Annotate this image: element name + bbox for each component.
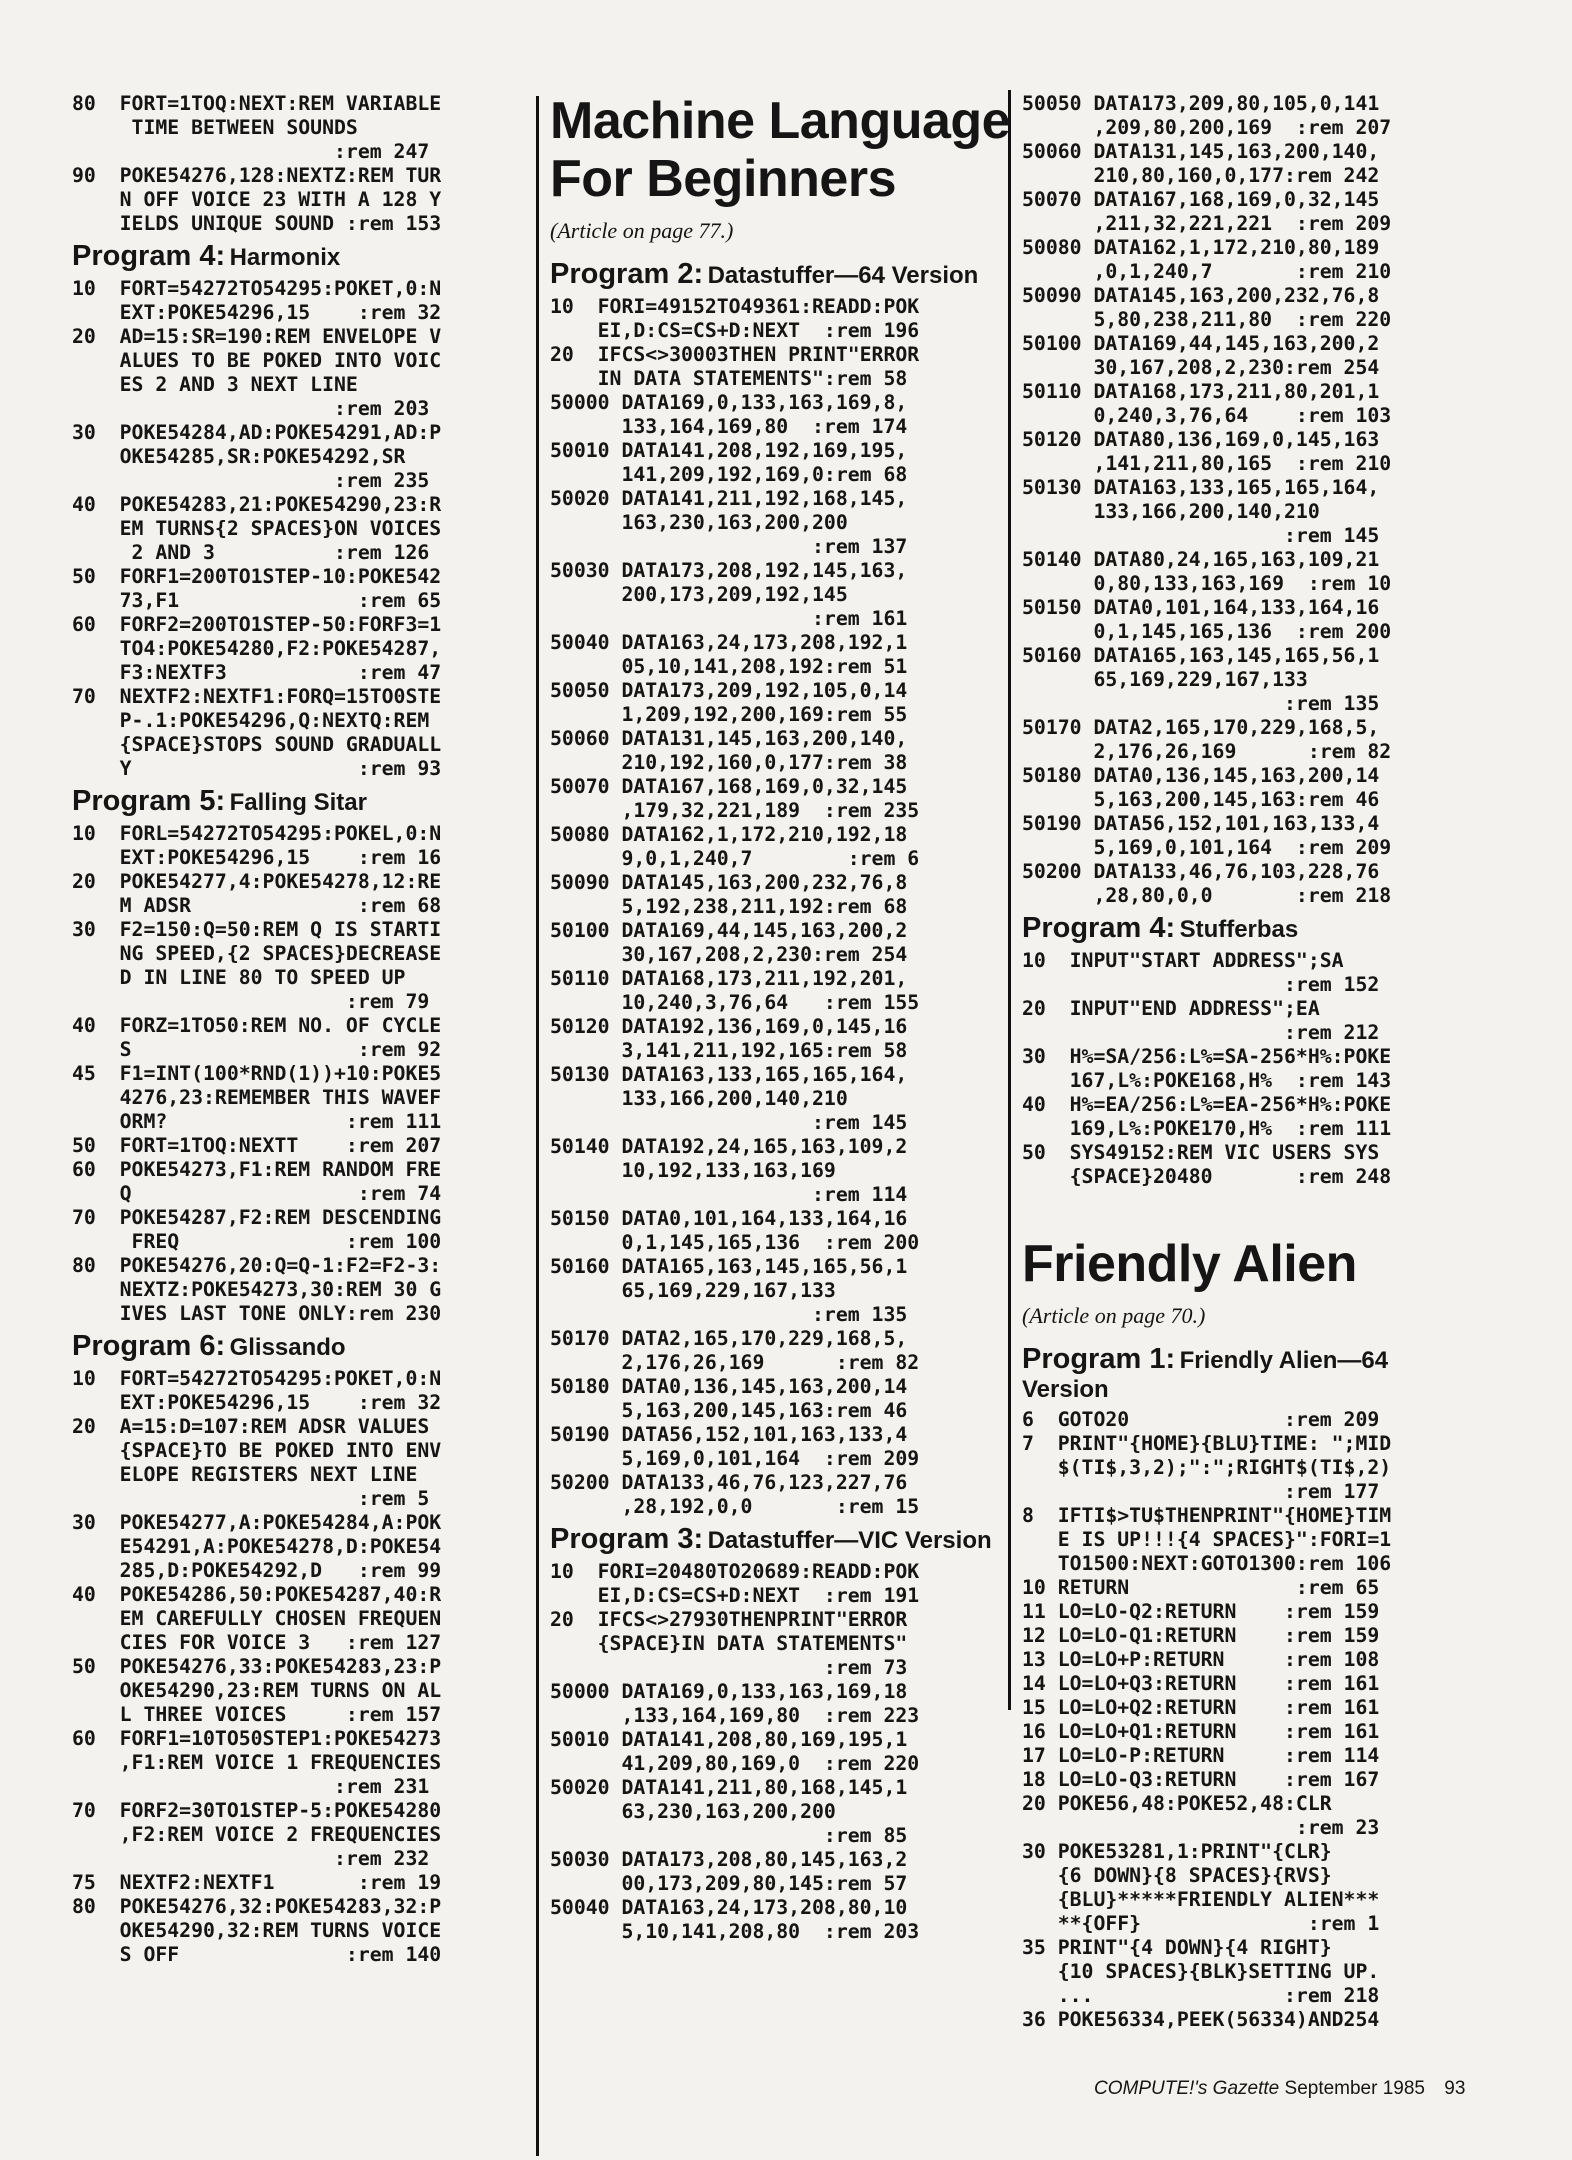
publication-name: COMPUTE!'s Gazette	[1094, 2078, 1280, 2099]
program-title: Stufferbas	[1179, 916, 1299, 943]
program-title: Datastuffer—VIC Version	[707, 1527, 992, 1554]
page-footer	[1094, 2078, 1465, 2100]
code-listing: 50050 DATA173,209,80,105,0,141 ,209,80,200,169 :rem 207 50060 DATA131,145,163,200,140, 210,80,160,0,177:rem 242 50070 DATA167,168,169,0,32,145 ,211,32,221,221 :rem 209 50080 DATA162,1,172,210,80,189 ,0,1,240,7 :rem 210 50090 DATA145,163,200,232,76,8 5,80,238,211,80 :rem 220 50100 DATA169,44,145,163,200,2 30,167,208,2,230:rem 254 50110 DATA168,173,211,80,201,1 0,240,3,76,64 :rem 103 50120 DATA80,136,169,0,145,163 ,141,211,80,165 :rem 210 50130 DATA163,133,165,165,164, 133,166,200,140,210 :rem 145 50140 DATA80,24,165,163,109,21 0,80,133,163,169 :rem 10 50150 DATA0,101,164,133,164,16 0,1,145,165,136 :rem 200 50160 DATA165,163,145,165,56,1 65,169,229,167,133 :rem 135 50170 DATA2,165,170,229,168,5, 2,176,26,169 :rem 82 50180 DATA0,136,145,163,200,14 5,163,200,145,163:rem 46 50190 DATA56,152,101,163,133,4 5,169,0,101,164 :rem 209 50200 DATA133,46,76,103,228,76 ,28,80,0,0 :rem 218	[1022, 92, 1392, 907]
column-left	[72, 92, 522, 1967]
program-number: Program 4:	[1022, 912, 1176, 944]
program-title: Glissando	[229, 1334, 346, 1361]
code-listing: 10 INPUT"START ADDRESS";SA :rem 152 20 INPUT"END ADDRESS";EA :rem 212 30 H%=SA/256:L%=SA-256*H%:POKE 167,L%:POKE168,H% :rem 143 40 H%=EA/256:L%=EA-256*H%:POKE 169,L%:POKE170,H% :rem 111 50 SYS49152:REM VIC USERS SYS {SPACE}20480 :rem 248	[1022, 949, 1392, 1188]
code-listing: 10 FORT=54272TO54295:POKET,0:N EXT:POKE54296,15 :rem 32 20 A=15:D=107:REM ADSR VALUES {SPACE}TO BE POKED INTO ENV ELOPE REGISTERS NEXT LINE :rem 5 30 POKE54277,A:POKE54284,A:POK E54291,A:POKE54278,D:POKE54 285,D:POKE54292,D :rem 99 40 POKE54286,50:POKE54287,40:R EM CAREFULLY CHOSEN FREQUEN CIES FOR VOICE 3 :rem 127 50 POKE54276,33:POKE54283,23:P OKE54290,23:REM TURNS ON AL L THREE VOICES :rem 157 60 FORF1=10TO50STEP1:POKE54273 ,F1:REM VOICE 1 FREQUENCIES :rem 231 70 FORF2=30TO1STEP-5:POKE54280 ,F2:REM VOICE 2 FREQUENCIES :rem 232 75 NEXTF2:NEXTF1 :rem 19 80 POKE54276,32:POKE54283,32:P OKE54290,32:REM TURNS VOICE S OFF :rem 140	[72, 1367, 442, 1966]
program-number: Program 1:	[1022, 1343, 1176, 1375]
program-heading	[1022, 1343, 1477, 1404]
code-listing: 10 FORI=49152TO49361:READD:POK EI,D:CS=CS+D:NEXT :rem 196 20 IFCS<>30003THEN PRINT"ERROR IN DATA STATEMENTS":rem 58 50000 DATA169,0,133,163,169,8, 133,164,169,80 :rem 174 50010 DATA141,208,192,169,195, 141,209,192,169,0:rem 68 50020 DATA141,211,192,168,145, 163,230,163,200,200 :rem 137 50030 DATA173,208,192,145,163, 200,173,209,192,145 :rem 161 50040 DATA163,24,173,208,192,1 05,10,141,208,192:rem 51 50050 DATA173,209,192,105,0,14 1,209,192,200,169:rem 55 50060 DATA131,145,163,200,140, 210,192,160,0,177:rem 38 50070 DATA167,168,169,0,32,145 ,179,32,221,189 :rem 235 50080 DATA162,1,172,210,192,18 9,0,1,240,7 :rem 6 50090 DATA145,163,200,232,76,8 5,192,238,211,192:rem 68 50100 DATA169,44,145,163,200,2 30,167,208,2,230:rem 254 50110 DATA168,173,211,192,201, 10,240,3,76,64 :rem 155 50120 DATA192,136,169,0,145,16 3,141,211,192,165:rem 58 50130 DATA163,133,165,165,164, 133,166,200,140,210 :rem 145 50140 DATA192,24,165,163,109,2 10,192,133,163,169 :rem 114 50150 DATA0,101,164,133,164,16 0,1,145,165,136 :rem 200 50160 DATA165,163,145,165,56,1 65,169,229,167,133 :rem 135 50170 DATA2,165,170,229,168,5, 2,176,26,169 :rem 82 50180 DATA0,136,145,163,200,14 5,163,200,145,163:rem 46 50190 DATA56,152,101,163,133,4 5,169,0,101,164 :rem 209 50200 DATA133,46,76,123,227,76 ,28,192,0,0 :rem 15	[550, 295, 920, 1518]
column-right	[1022, 92, 1477, 2032]
program-title: Falling Sitar	[229, 789, 367, 816]
program-heading	[72, 785, 522, 818]
program-title: Friendly Alien—64 Version	[1022, 1347, 1389, 1403]
code-listing: 6 GOTO20 :rem 209 7 PRINT"{HOME}{BLU}TIME: ";MID $(TI$,3,2);":";RIGHT$(TI$,2) :rem 177 8 IFTI$>TU$THENPRINT"{HOME}TIM E IS UP!!!{4 SPACES}":FORI=1 TO1500:NEXT:GOTO1300:rem 106 10 RETURN :rem 65 11 LO=LO-Q2:RETURN :rem 159 12 LO=LO-Q1:RETURN :rem 159 13 LO=LO+P:RETURN :rem 108 14 LO=LO+Q3:RETURN :rem 161 15 LO=LO+Q2:RETURN :rem 161 16 LO=LO+Q1:RETURN :rem 161 17 LO=LO-P:RETURN :rem 114 18 LO=LO-Q3:RETURN :rem 167 20 POKE56,48:POKE52,48:CLR :rem 23 30 POKE53281,1:PRINT"{CLR} {6 DOWN}{8 SPACES}{RVS} {BLU}*****FRIENDLY ALIEN*** **{OFF} :rem 1 35 PRINT"{4 DOWN}{4 RIGHT} {10 SPACES}{BLK}SETTING UP. ... :rem 218 36 POKE56334,PEEK(56334)AND254	[1022, 1408, 1392, 2031]
article-title: Friendly Alien	[1022, 1235, 1357, 1293]
article-reference: (Article on page 70.)	[1022, 1303, 1206, 1328]
program-number: Program 6:	[72, 1330, 226, 1362]
program-number: Program 3:	[550, 1523, 704, 1555]
program-number: Program 2:	[550, 258, 704, 290]
article-title: Machine Language For Beginners	[550, 92, 1011, 208]
program-title: Harmonix	[229, 244, 341, 271]
program-heading	[72, 240, 522, 273]
program-heading	[550, 258, 1018, 291]
article-reference: (Article on page 77.)	[550, 218, 734, 243]
column-rule-left	[536, 96, 539, 2156]
code-listing: 80 FORT=1TOQ:NEXT:REM VARIABLE TIME BETWEEN SOUNDS :rem 247 90 POKE54276,128:NEXTZ:REM TUR N OFF VOICE 23 WITH A 128 Y IELDS UNIQUE SOUND :rem 153	[72, 92, 442, 235]
program-number: Program 4:	[72, 240, 226, 272]
program-heading	[550, 1523, 1018, 1556]
code-listing: 10 FORI=20480TO20689:READD:POK EI,D:CS=CS+D:NEXT :rem 191 20 IFCS<>27930THENPRINT"ERROR {SPACE}IN DATA STATEMENTS" :rem 73 50000 DATA169,0,133,163,169,18 ,133,164,169,80 :rem 223 50010 DATA141,208,80,169,195,1 41,209,80,169,0 :rem 220 50020 DATA141,211,80,168,145,1 63,230,163,200,200 :rem 85 50030 DATA173,208,80,145,163,2 00,173,209,80,145:rem 57 50040 DATA163,24,173,208,80,10 5,10,141,208,80 :rem 203	[550, 1560, 920, 1943]
code-listing: 10 FORL=54272TO54295:POKEL,0:N EXT:POKE54296,15 :rem 16 20 POKE54277,4:POKE54278,12:RE M ADSR :rem 68 30 F2=150:Q=50:REM Q IS STARTI NG SPEED,{2 SPACES}DECREASE D IN LINE 80 TO SPEED UP :rem 79 40 FORZ=1TO50:REM NO. OF CYCLE S :rem 92 45 F1=INT(100*RND(1))+10:POKE5 4276,23:REMEMBER THIS WAVEF ORM? :rem 111 50 FORT=1TOQ:NEXTT :rem 207 60 POKE54273,F1:REM RANDOM FRE Q :rem 74 70 POKE54287,F2:REM DESCENDING FREQ :rem 100 80 POKE54276,20:Q=Q-1:F2=F2-3: NEXTZ:POKE54273,30:REM 30 G IVES LAST TONE ONLY:rem 230	[72, 822, 442, 1325]
program-heading	[1022, 912, 1477, 945]
program-number: Program 5:	[72, 785, 226, 817]
program-heading	[72, 1330, 522, 1363]
code-listing: 10 FORT=54272TO54295:POKET,0:N EXT:POKE54296,15 :rem 32 20 AD=15:SR=190:REM ENVELOPE V ALUES TO BE POKED INTO VOIC ES 2 AND 3 NEXT LINE :rem 203 30 POKE54284,AD:POKE54291,AD:P OKE54285,SR:POKE54292,SR :rem 235 40 POKE54283,21:POKE54290,23:R EM TURNS{2 SPACES}ON VOICES 2 AND 3 :rem 126 50 FORF1=200TO1STEP-10:POKE542 73,F1 :rem 65 60 FORF2=200TO1STEP-50:FORF3=1 TO4:POKE54280,F2:POKE54287, F3:NEXTF3 :rem 47 70 NEXTF2:NEXTF1:FORQ=15TO0STE P-.1:POKE54296,Q:NEXTQ:REM {SPACE}STOPS SOUND GRADUALL Y :rem 93	[72, 277, 442, 780]
page-number: 93	[1444, 2078, 1466, 2099]
column-middle	[550, 92, 1018, 1944]
issue-date: September 1985	[1284, 2078, 1426, 2099]
program-title: Datastuffer—64 Version	[707, 262, 979, 289]
